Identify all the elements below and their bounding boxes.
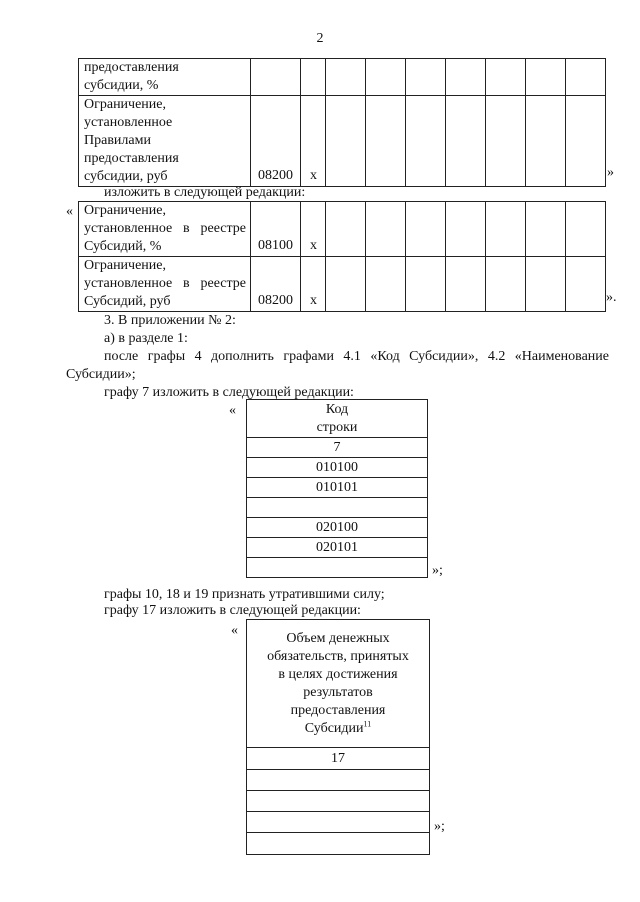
row-label-line: установленное [84, 115, 173, 130]
table-row [79, 96, 606, 187]
table-row [79, 202, 606, 257]
closing-quote-mark: » [607, 165, 614, 180]
table-row [247, 791, 430, 812]
row-label-line: субсидии, руб [84, 169, 168, 184]
table-row [247, 538, 428, 558]
row-code: 08100 [251, 202, 301, 257]
row-label-line: субсидии, % [84, 78, 159, 93]
header-line: Код [325, 401, 349, 417]
table-row [247, 458, 428, 478]
item-3-heading: 3. В приложении № 2: [104, 313, 236, 328]
table-row [247, 518, 428, 538]
closing-quote-mark: »; [434, 819, 445, 834]
opening-quote-mark: « [66, 204, 73, 219]
columns-lost-force-text: графы 10, 18 и 19 признать утратившими силу; [104, 587, 385, 602]
column-number: 7 [247, 438, 428, 458]
opening-quote-mark: « [231, 623, 238, 638]
table-row [247, 770, 430, 791]
code-cell: 020101 [247, 538, 428, 558]
row-label-line: установленное в реестре [84, 276, 246, 291]
code-cell: 010100 [247, 458, 428, 478]
column-17-instruction: графу 17 изложить в следующей редакции: [104, 603, 361, 618]
table-row [247, 833, 430, 855]
code-cell: 010101 [247, 478, 428, 498]
code-cell: 020100 [247, 518, 428, 538]
row-label-line: Ограничение, [84, 203, 167, 218]
footnote-mark: 11 [363, 718, 372, 728]
table-header-row [247, 400, 428, 438]
closing-quote-mark: ». [606, 290, 617, 305]
row-code: 08200 [251, 257, 301, 312]
after-column-text: после графы 4 дополнить графами 4.1 «Код Субсидии», 4.2 «Наименование [104, 349, 609, 364]
table-row [247, 558, 428, 578]
row-label-line: Субсидий, % [84, 239, 162, 254]
monetary-obligations-table [246, 619, 430, 855]
row-x-mark: x [301, 96, 326, 187]
value-cell [247, 833, 430, 855]
header-line: результатов [303, 684, 373, 700]
page-number: 2 [316, 31, 324, 46]
row-code: 08200 [251, 96, 301, 187]
value-cell [247, 812, 430, 833]
row-label-line: предоставления [84, 151, 179, 166]
header-line: в целях достижения [278, 666, 398, 682]
header-line: обязательств, принятых [267, 648, 409, 664]
code-cell [247, 498, 428, 518]
table-header-row [247, 620, 430, 748]
header-line [247, 720, 429, 738]
table-row [247, 812, 430, 833]
table-row [247, 478, 428, 498]
code-cell [247, 558, 428, 578]
row-label-line: Ограничение, [84, 97, 167, 112]
after-column-text-cont: Субсидии»; [66, 367, 136, 382]
header-line-text: Субсидии [304, 720, 364, 736]
line-code-table [246, 399, 428, 578]
row-label-line: Правилами [84, 133, 151, 148]
row-label-line: установленное в реестре [84, 221, 246, 236]
row-code [251, 59, 301, 96]
closing-quote-mark: »; [432, 563, 443, 578]
value-cell [247, 791, 430, 812]
value-cell [247, 770, 430, 791]
item-a-heading: а) в разделе 1: [104, 331, 188, 346]
column-number-row [247, 438, 428, 458]
header-line: Объем денежных [286, 630, 390, 646]
column-number-row [247, 748, 430, 770]
table-row [79, 257, 606, 312]
row-label-line: Ограничение, [84, 258, 167, 273]
column-7-instruction: графу 7 изложить в следующей редакции: [104, 385, 354, 400]
table-row [247, 498, 428, 518]
restriction-table-old [78, 58, 606, 187]
row-x-mark: x [301, 257, 326, 312]
row-label-line: Субсидий, руб [84, 294, 171, 309]
row-x-mark: x [301, 202, 326, 257]
opening-quote-mark: « [229, 403, 236, 418]
column-number: 17 [247, 748, 430, 770]
restriction-table-new [78, 201, 606, 312]
row-x-mark [301, 59, 326, 96]
header-line: предоставления [290, 702, 386, 718]
row-label-line: предоставления [84, 60, 179, 75]
table-row [79, 59, 606, 96]
replace-instruction: изложить в следующей редакции: [104, 185, 306, 200]
header-line: строки [316, 419, 358, 435]
